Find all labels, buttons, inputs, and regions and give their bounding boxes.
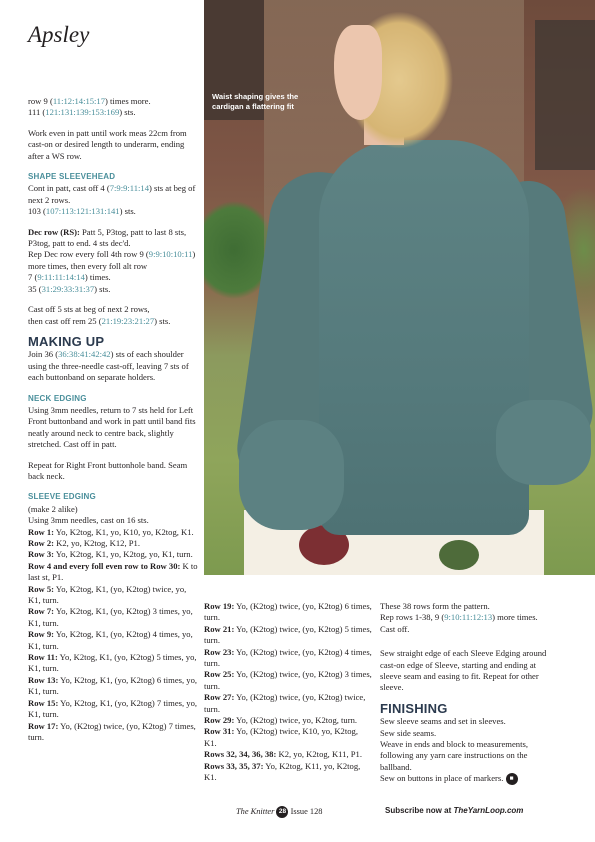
subheading-neck-edging: NECK EDGING xyxy=(28,393,87,403)
pattern-row: Rows 32, 34, 36, 38: K2, yo, K2tog, K11, P1. xyxy=(204,749,362,760)
pattern-row: Row 27: Yo, (K2tog) twice, (yo, K2tog) twice, turn. xyxy=(204,692,366,714)
pattern-row: Row 15: Yo, K2tog, K1, (yo, K2tog) 7 times, yo, K1, turn. xyxy=(28,697,198,720)
end-mark-icon: ■ xyxy=(506,773,518,785)
pattern-row: Row 13: Yo, K2tog, K1, (yo, K2tog) 6 times, yo, K1, turn. xyxy=(28,674,198,697)
column-right: These 38 rows form the pattern. Rep rows 1-38, 9 (9:10:11:12:13) more times. Cast off. Sew straight edge of each Sleeve Edging around cast-on edge of Sleeve, starting and ending at sleeve seam and easing to fit. Repeat for other sleeve. FINISHING Sew sleeve seams and set in sleeves. Sew side seams. Weave in ends and block to measurements, following any yarn care instructions on the ballband. Sew on buttons in place of markers. ■ xyxy=(380,601,548,785)
neck-edging-text: Using 3mm needles, return to 7 sts held for Left Front buttonband and work in patt until band fits neatly around neck to centre back, slightly stretched. Cast off in patt. xyxy=(28,404,196,450)
pattern-row: Row 25: Yo, (K2tog) twice, (yo, K2tog) 3 times, turn. xyxy=(204,669,372,691)
column-left: row 9 (11:12:14:15:17) times more. 111 (121:131:139:153:169) sts. Work even in patt until work meas 22cm from cast-on or desired length to underarm, ending after a WS row. SHAPE SLEEVEHEAD Cont in patt, cast off 4 (7:9:9:11:14) sts at beg of next 2 rows. 103 (107:113:121:131:141) sts. Dec row (RS): Patt 5, P3tog, patt to last 8 sts, P3tog, patt to end. 4 sts dec'd. Rep Dec row every foll 4th row 9 (9:9:10:10:11) more times, then every foll alt row 7 (9:11:11:14:14) times. 35 (31:29:33:31:37) sts. Cast off 5 sts at beg of next 2 rows, then cast off rem 25 (21:19:23:21:27) sts. MAKING UP Join 36 (36:38:41:42:42) sts of each shoulder using the three-needle cast-off, leaving 7 sts of each buttonband on separate holders. NECK EDGING Using 3mm needles, return to 7 sts held for Left Front buttonband and work in patt until band fits neatly around neck to centre back, slightly stretched. Cast off in patt. Repeat for Right Front buttonhole band. Seam back neck. SLEEVE EDGING (make 2 alike) Using 3mm needles, cast on 16 sts. Row 1: Yo, K2tog, K1, yo, K10, yo, K2tog, K1. Row 2: K2, yo, K2tog, K12, P1. Row 3: Yo, K2tog, K1, yo, K2tog, yo, K1, turn. Row 4 and every foll even row to Row 30: K to last st, P1. Row 5: Yo, K2tog, K1, (yo, K2tog) twice, yo, K1, turn. Row 7: Yo, K2tog, K1, (yo, K2tog) 3 times, yo, K1, turn. Row 9: Yo, K2tog, K1, (yo, K2tog) 4 times, yo, K1, turn. Row 11: Yo, K2tog, K1, (yo, K2tog) 5 times, yo, K1, turn. Row 13: Yo, K2tog, K1, (yo, K2tog) 6 times, yo, K1, turn. Row 15: Yo, K2tog, K1, (yo, K2tog) 7 times, yo, K1, turn. Row 17: Yo, (K2tog) twice, (yo, K2tog) 7 times, turn. xyxy=(28,96,198,742)
page-number: 28 xyxy=(276,806,288,818)
pattern-row: Row 1: Yo, K2tog, K1, yo, K10, yo, K2tog, K1. xyxy=(28,526,194,537)
pattern-row: Row 17: Yo, (K2tog) twice, (yo, K2tog) 7 times, turn. xyxy=(28,720,196,742)
pattern-row: Row 29: Yo, (K2tog) twice, yo, K2tog, turn. xyxy=(204,715,358,726)
heading-finishing: FINISHING xyxy=(380,700,448,716)
photo-caption: Waist shaping gives the cardigan a flattering fit xyxy=(212,92,299,111)
sleeve-seam-text: Sew straight edge of each Sleeve Edging around cast-on edge of Sleeve, starting and ending at sleeve seam and easing to fit. Repeat for other sleeve. xyxy=(380,648,547,693)
subheading-shape-sleevehead: SHAPE SLEEVEHEAD xyxy=(28,172,116,182)
pattern-row: Row 9: Yo, K2tog, K1, (yo, K2tog) 4 times, yo, K1, turn. xyxy=(28,629,193,651)
pattern-row: Row 21: Yo, (K2tog) twice, (yo, K2tog) 5 times, turn. xyxy=(204,623,372,646)
column-middle xyxy=(204,601,372,784)
pattern-row: Row 19: Yo, (K2tog) twice, (yo, K2tog) 6 times, turn. xyxy=(204,601,372,623)
work-even-text: Work even in patt until work meas 22cm from cast-on or desired length to underarm, ending after a WS row. xyxy=(28,127,187,161)
pattern-row: Row 11: Yo, K2tog, K1, (yo, K2tog) 5 times, yo, K1, turn. xyxy=(28,652,197,674)
pattern-row: Row 4 and every foll even row to Row 30: K to last st, P1. xyxy=(28,560,198,583)
neck-edging-repeat-text: Repeat for Right Front buttonhole band. Seam back neck. xyxy=(28,459,188,481)
pattern-row: Row 2: K2, yo, K2tog, K12, P1. xyxy=(28,538,140,548)
pattern-row: Row 7: Yo, K2tog, K1, (yo, K2tog) 3 times, yo, K1, turn. xyxy=(28,606,193,628)
pattern-row: Rows 33, 35, 37: Yo, K2tog, K11, yo, K2tog, K1. xyxy=(204,760,361,783)
pattern-row: Row 31: Yo, (K2tog) twice, K10, yo, K2tog, K1. xyxy=(204,726,358,748)
footer-magazine: The Knitter 28 Issue 128 xyxy=(236,806,322,818)
sleeve-rows-list-2 xyxy=(204,601,372,784)
pattern-row: Row 23: Yo, (K2tog) twice, (yo, K2tog) 4 times, turn. xyxy=(204,646,372,669)
sleeve-rows-list xyxy=(28,527,198,744)
pattern-row: Row 5: Yo, K2tog, K1, (yo, K2tog) twice, yo, K1, turn. xyxy=(28,583,187,606)
model-photo xyxy=(204,0,595,575)
page-title: Apsley xyxy=(28,22,90,47)
subheading-sleeve-edging: SLEEVE EDGING xyxy=(28,492,96,502)
footer-subscribe: Subscribe now at TheYarnLoop.com xyxy=(385,806,524,815)
sleeve-intro: (make 2 alike) Using 3mm needles, cast on 16 sts. xyxy=(28,503,149,526)
heading-making-up: MAKING UP xyxy=(28,333,105,349)
pattern-row: Row 3: Yo, K2tog, K1, yo, K2tog, yo, K1, turn. xyxy=(28,549,193,560)
